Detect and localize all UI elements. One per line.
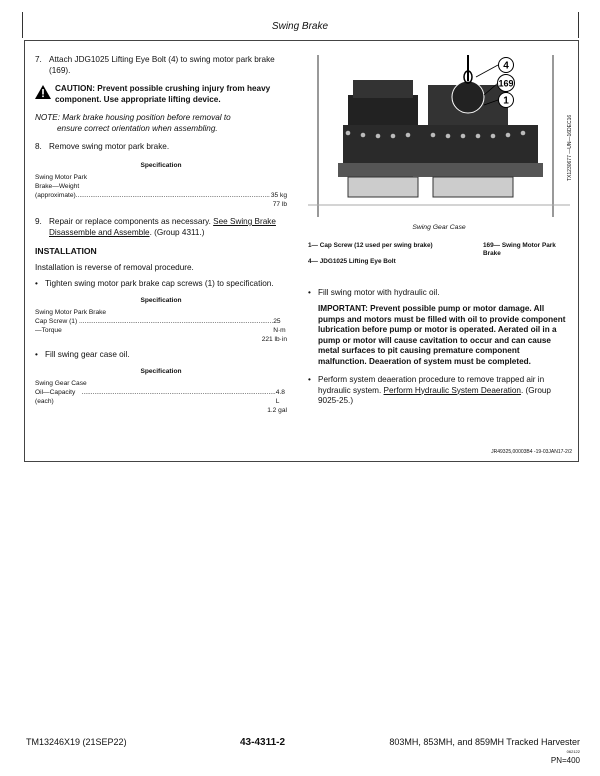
note-line: NOTE: Mark brake housing position before removal to xyxy=(35,113,231,122)
figure-legend xyxy=(308,241,570,265)
disassemble-link[interactable]: See Swing Brake Disassemble and Assemble xyxy=(49,217,276,237)
spec-label: (approximate) xyxy=(35,192,76,199)
spec-heading: Specification xyxy=(140,367,182,375)
figure-id: TX1230677 —UN—16DEC16 xyxy=(567,114,573,181)
step-text: . (Group 4311.) xyxy=(149,227,205,237)
step-number: 9. xyxy=(35,217,42,226)
note-block xyxy=(35,113,287,134)
spec-heading: Specification xyxy=(140,296,182,304)
spec-table-weight xyxy=(35,173,287,209)
installation-heading: INSTALLATION xyxy=(35,246,97,256)
bullet-text: Perform system deaeration procedure to remove trapped air in hydraulic system. xyxy=(318,375,545,395)
spec-value: 221 lb·in xyxy=(261,336,287,343)
spec-row xyxy=(35,317,287,335)
content-frame xyxy=(24,40,579,462)
bullet-text: Fill swing motor with hydraulic oil. xyxy=(318,287,440,297)
spec-label: Brake—Weight xyxy=(35,183,80,190)
print-code: 062122 xyxy=(566,749,580,754)
callout-169: 169 xyxy=(498,78,514,89)
manual-number: TM13246X19 (21SEP22) xyxy=(26,737,127,747)
bullet-text: Tighten swing motor park brake cap screws (1) to specification. xyxy=(45,279,274,288)
spec-table-torque xyxy=(35,308,287,344)
step-9 xyxy=(35,217,287,238)
legend-item: 1— Cap Screw (12 used per swing brake) xyxy=(308,241,433,249)
step-text: Repair or replace components as necessary. xyxy=(49,217,211,226)
important-notice: IMPORTANT: Prevent possible pump or motor damage. All pumps and motors must be filled with oil to provide component lubrication before pump or motor is operated. Aerated oil in a pump or motor will cause cavitation to occur and can cause metal surfaces to pit causing premature component malfunction. Deaeration of system must be completed. xyxy=(318,304,566,366)
bullet-icon: • xyxy=(35,279,38,288)
installation-text: Installation is reverse of removal procedure. xyxy=(35,262,194,272)
step-7 xyxy=(35,55,287,76)
page-header xyxy=(0,0,600,38)
legend-item: 169— Swing Motor Park Brake xyxy=(483,241,556,257)
swing-gear-case-figure xyxy=(308,55,570,217)
swing-gear-case-illustration xyxy=(308,55,570,217)
machine-models: 803MH, 853MH, and 859MH Tracked Harvester xyxy=(389,737,580,747)
figure-caption: Swing Gear Case xyxy=(412,224,466,231)
left-column xyxy=(35,55,287,415)
spec-row xyxy=(35,388,287,406)
spec-value: 1.2 gal xyxy=(267,407,287,414)
pn-number: PN=400 xyxy=(550,756,580,765)
spec-heading: Specification xyxy=(140,161,182,169)
spec-label: Swing Gear Case xyxy=(35,380,87,387)
callout-1: 1 xyxy=(503,95,509,107)
bullet-text: Fill swing gear case oil. xyxy=(45,350,130,359)
document-reference: JR49325,00003B4 -19-03JAN17-2/2 xyxy=(491,449,572,455)
page-number: 43-4311-2 xyxy=(240,737,286,748)
leader-dots: .......................................................................................................... xyxy=(75,192,270,199)
bullet-icon: • xyxy=(308,287,311,297)
spec-row xyxy=(35,191,287,200)
spec-value: 77 lb xyxy=(272,201,287,208)
step-text: Attach JDG1025 Lifting Eye Bolt (4) to swing motor park brake (169). xyxy=(49,55,275,75)
section-title: Swing Brake xyxy=(271,21,329,32)
deaeration-link[interactable]: Perform Hydraulic System Deaeration xyxy=(383,385,521,395)
spec-label: Swing Motor Park Brake xyxy=(35,309,107,316)
legend-item: 4— JDG1025 Lifting Eye Bolt xyxy=(308,257,396,265)
warning-triangle-icon xyxy=(35,85,51,99)
right-column xyxy=(308,55,570,413)
header-rule-right xyxy=(578,12,579,38)
spec-value: 35 kg xyxy=(270,192,287,199)
spec-value: 25 N·m xyxy=(273,318,286,334)
step-8 xyxy=(35,142,287,153)
note-line: ensure correct orientation when assembling. xyxy=(57,123,218,133)
step-number: 7. xyxy=(35,55,42,64)
bullet-item xyxy=(35,279,287,290)
bullet-icon: • xyxy=(308,375,311,384)
caution-block xyxy=(35,84,287,105)
spec-label: Oil—Capacity (each) xyxy=(35,389,76,405)
spec-label: Swing Motor Park xyxy=(35,174,88,181)
callout-4: 4 xyxy=(503,60,509,72)
leader-dots: .......................................................................................................... xyxy=(79,318,274,325)
step-text: Remove swing motor park brake. xyxy=(49,142,170,151)
bullet-item xyxy=(35,350,287,361)
leader-dots: .......................................................................................................... xyxy=(81,389,276,396)
bullet-item xyxy=(308,375,570,407)
step-number: 8. xyxy=(35,142,42,151)
spec-value: 4.8 L xyxy=(275,389,285,405)
bullet-text: . (Group 9025-25.) xyxy=(318,385,551,405)
spec-label: Cap Screw (1)—Torque xyxy=(35,318,78,334)
spec-table-capacity xyxy=(35,379,287,415)
bullet-icon: • xyxy=(35,350,38,359)
caution-text: CAUTION: Prevent possible crushing injury from heavy component. Use appropriate lifting device. xyxy=(55,84,271,104)
bullet-item xyxy=(308,288,570,299)
